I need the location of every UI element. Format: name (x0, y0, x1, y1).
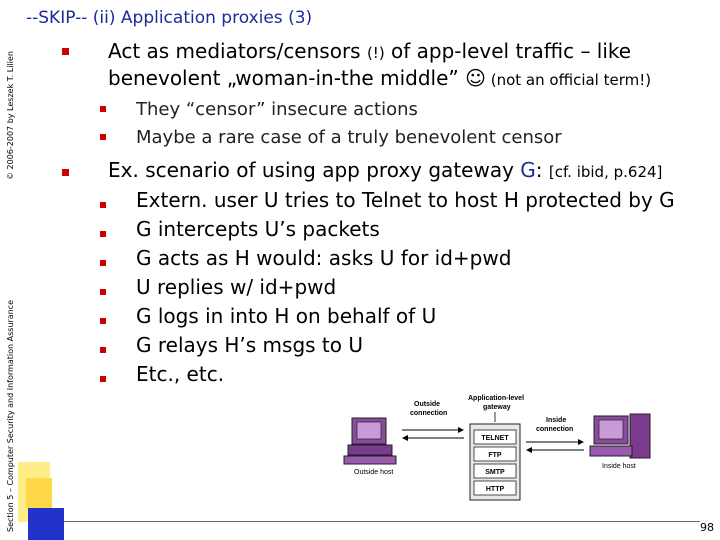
inside-connection-label-1: Inside (546, 417, 567, 424)
point-1-line-2 (108, 66, 651, 90)
bullet-icon (100, 106, 106, 112)
bullet-icon (100, 260, 106, 266)
arrowhead-icon (458, 427, 464, 433)
point-2-text-a: Ex. scenario of using app proxy gateway (108, 158, 521, 182)
point-1-text-e: (not an official term!) (485, 71, 652, 89)
decoration-block (28, 508, 64, 540)
scenario-step: G intercepts U’s packets (136, 217, 380, 241)
arrowhead-icon (578, 439, 584, 445)
bullet-icon (100, 231, 106, 237)
scenario-step: U replies w/ id+pwd (136, 275, 337, 299)
protocol-label: FTP (488, 452, 502, 459)
scenario-step: Extern. user U tries to Telnet to host H protected by G (136, 188, 675, 212)
point-2-G: G (520, 158, 536, 182)
decoration-block (26, 478, 52, 508)
bullet-icon (62, 169, 69, 176)
scenario-step: G relays H’s msgs to U (136, 333, 363, 357)
arrowhead-icon (402, 435, 408, 441)
scenario-step: Etc., etc. (136, 362, 225, 386)
gateway-diagram (340, 390, 670, 510)
scenario-step: G acts as H would: asks U for id+pwd (136, 246, 512, 270)
point-2-citation: [cf. ibid, p.624] (548, 163, 663, 181)
point-1-line-1 (108, 39, 631, 63)
smiley-icon: ☺ (465, 66, 486, 90)
point-1-text-c: of app-level traffic – like (384, 39, 632, 63)
point-2-text-b: : (535, 158, 549, 182)
inside-connection-label-2: connection (536, 426, 574, 433)
point-2 (108, 158, 662, 182)
outside-connection-label-2: connection (410, 410, 448, 417)
copyright-text: © 2006-2007 by Leszek T. Lilien (6, 51, 15, 180)
inside-host-icon (590, 414, 650, 458)
bullet-icon (100, 289, 106, 295)
scenario-step: G logs in into H on behalf of U (136, 304, 437, 328)
page-number: 98 (700, 521, 714, 534)
gateway-label-2: gateway (483, 404, 511, 411)
title-text: (ii) Application proxies (3) (87, 8, 313, 28)
footer-divider (64, 521, 700, 522)
bullet-icon (100, 376, 106, 382)
arrowhead-icon (526, 447, 532, 453)
sub-point-1: They “censor” insecure actions (136, 99, 418, 120)
gateway-label-1: Application-level (468, 395, 525, 402)
point-1-text-d: benevolent „woman-in-the middle” (108, 66, 466, 90)
skip-marker: --SKIP-- (26, 8, 88, 28)
page-title (26, 8, 312, 28)
bullet-icon (62, 48, 69, 55)
point-1-text-a: Act as mediators/censors (108, 39, 367, 63)
section-text: Section 5 – Computer Security and Information Assurance (6, 299, 15, 532)
outside-connection-label-1: Outside (414, 401, 441, 408)
protocol-label: SMTP (485, 469, 505, 476)
point-1-text-b: (!) (366, 44, 385, 62)
sub-point-2: Maybe a rare case of a truly benevolent censor (136, 127, 562, 148)
bullet-icon (100, 202, 106, 208)
protocol-label: TELNET (481, 435, 509, 442)
protocol-label: HTTP (485, 486, 505, 493)
bullet-icon (100, 318, 106, 324)
inside-host-label: Inside host (602, 463, 636, 470)
bullet-icon (100, 134, 106, 140)
outside-host-label: Outside host (354, 469, 394, 476)
outside-host-icon (344, 418, 396, 464)
bullet-icon (100, 347, 106, 353)
